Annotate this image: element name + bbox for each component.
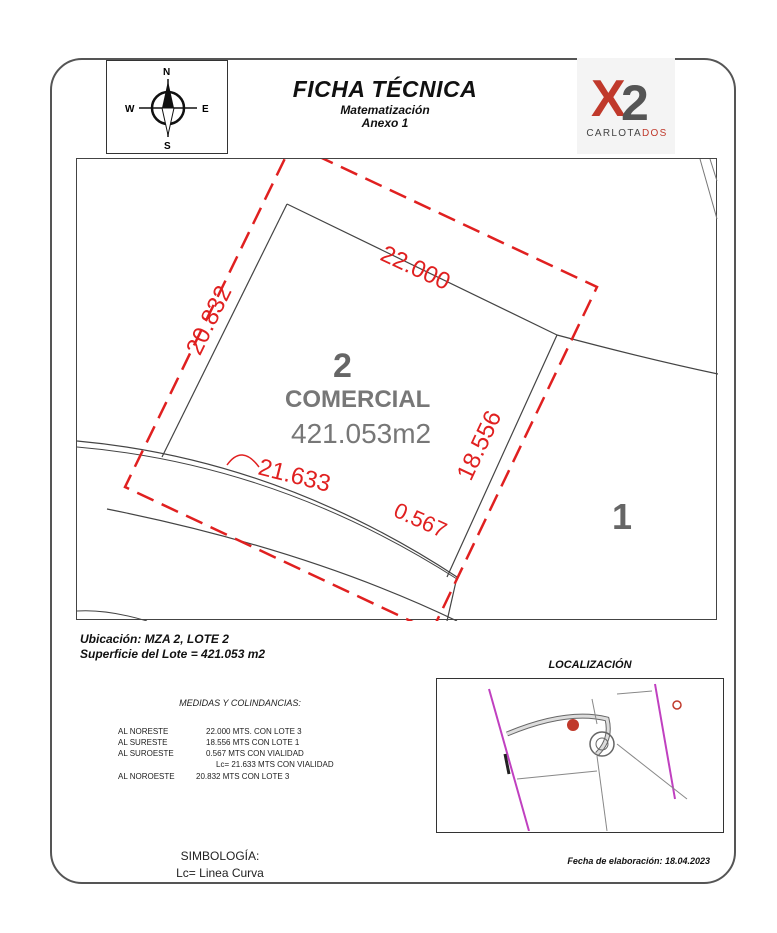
subtitle-line-2: Anexo 1 <box>361 116 409 130</box>
lot-plan <box>76 158 717 620</box>
lot-number: 2 <box>333 347 352 385</box>
medida-text-4: 20.832 MTS CON LOTE 3 <box>196 772 290 781</box>
dim-top: 22.000 <box>376 240 455 296</box>
subtitle-line-1: Matematización <box>340 103 430 117</box>
location-line-1: Ubicación: MZA 2, LOTE 2 <box>80 632 229 646</box>
compass-box <box>106 60 228 154</box>
compass-n: N <box>163 67 171 78</box>
fecha-elaboracion: Fecha de elaboración: 18.04.2023 <box>567 856 710 866</box>
dim-left: 20.832 <box>180 281 238 360</box>
page-subtitle <box>300 104 470 130</box>
medida-text-1: 18.556 MTS CON LOTE 1 <box>206 738 300 747</box>
location-map <box>436 678 724 833</box>
location-line-2: Superficie del Lote = 421.053 m2 <box>80 647 266 661</box>
dim-bottom-short: 0.567 <box>390 497 451 543</box>
medida-dir-4: AL NOROESTE <box>118 772 175 781</box>
lot-area: 421.053m2 <box>291 418 432 449</box>
compass-e: E <box>202 104 209 115</box>
dim-right: 18.556 <box>451 406 508 485</box>
medida-text-2: 0.567 MTS CON VIALIDAD <box>206 749 304 758</box>
medida-text-3: Lc= 21.633 MTS CON VIALIDAD <box>216 760 334 769</box>
medida-dir-2: AL SUROESTE <box>118 749 174 758</box>
page-title: FICHA TÉCNICA <box>292 76 478 102</box>
lot-plan-drawing <box>77 159 718 621</box>
location-map-drawing <box>437 679 722 831</box>
simbologia <box>150 848 290 882</box>
compass-w: W <box>125 104 135 115</box>
medida-dir-1: AL SURESTE <box>118 738 168 747</box>
svg-text:2: 2 <box>621 75 649 131</box>
lot-location <box>80 632 265 662</box>
logo-text <box>578 128 676 139</box>
x2-logo-icon <box>577 58 675 154</box>
medida-dir-0: AL NORESTE <box>118 727 169 736</box>
svg-text:X: X <box>591 70 626 128</box>
logo-text-accent: DOS <box>642 128 668 139</box>
localizacion-title: LOCALIZACIÓN <box>548 659 632 671</box>
compass-s: S <box>164 141 171 152</box>
dim-bottom-curve: 21.633 <box>255 453 334 498</box>
medidas-title: MEDIDAS Y COLINDANCIAS: <box>179 698 301 708</box>
compass-icon <box>107 61 227 153</box>
simbologia-title: SIMBOLOGÍA: <box>180 849 260 863</box>
neighbor-lot-number: 1 <box>612 496 633 537</box>
simbologia-item: Lc= Linea Curva <box>176 866 264 880</box>
lot-use: COMERCIAL <box>285 386 431 413</box>
logo-text-main: CARLOTA <box>586 128 642 139</box>
medida-text-0: 22.000 MTS. CON LOTE 3 <box>206 727 302 736</box>
